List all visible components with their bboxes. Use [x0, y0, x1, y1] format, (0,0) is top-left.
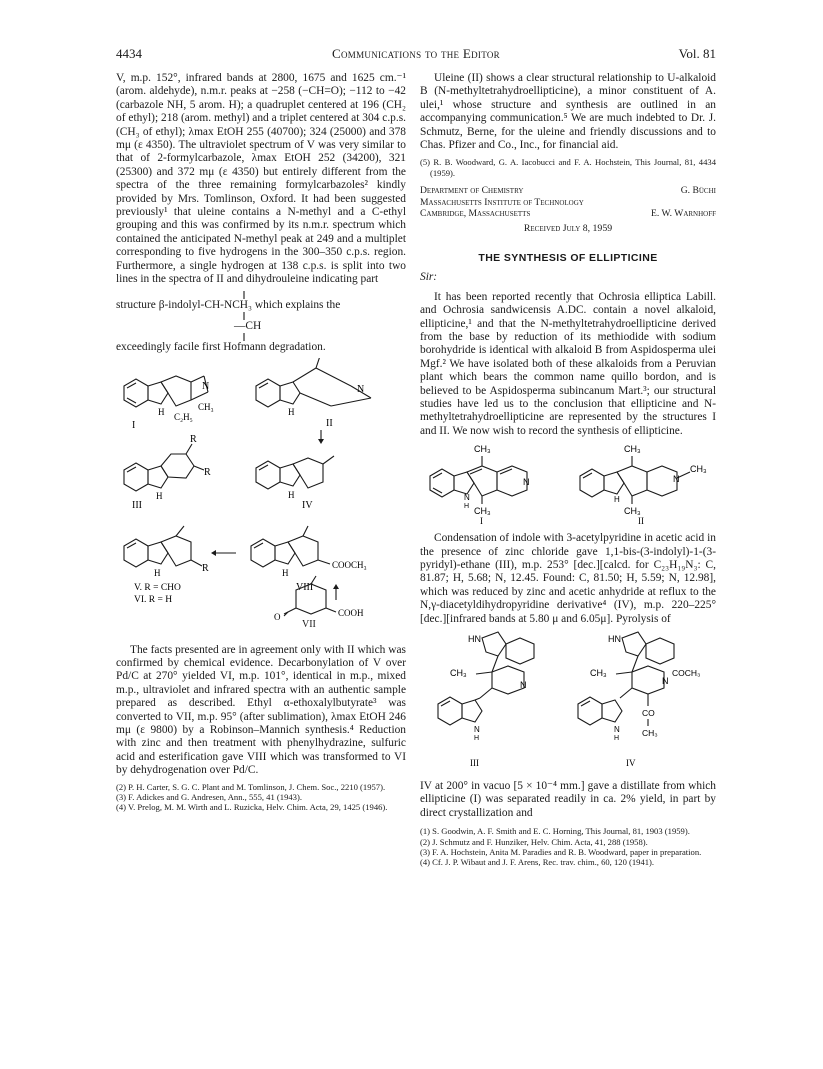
structure-III [124, 434, 211, 511]
label-II: II [326, 417, 333, 429]
affil-department: Department of Chemistry [420, 185, 524, 197]
affil-city: Cambridge, Massachusetts [420, 208, 531, 220]
footnote-r4: (4) Cf. J. P. Wibaut and J. F. Arens, Rec. trav. chim., 60, 120 (1941). [420, 857, 655, 868]
author-buchi: G. Büchi [680, 185, 716, 197]
fig-label-I: I [480, 516, 483, 525]
svg-text:H: H [288, 406, 295, 417]
structure-VII [274, 576, 364, 622]
svg-text:R: R [204, 466, 211, 478]
left-paragraph-2: The facts presented are in agreement only with II which was confirmed by chemical evidence. Decarbonylation of V over Pd/C at 270° yielded VI, m.p. 101°, identical in m.p., mixed m.p., ultraviolet and infrared spectra with an authentic sample prepared as described. Ethyl α-ethoxalylbutyrate³ was converted to VII, m.p. 95° (after sublimation), λmax EtOH 246 mμ (ε 9800) by a Robinson–Mannich synthesis.⁴ Reduction with zinc and then treatment with phenylhydrazine, sulfuric acid and esterification gave VIII which was transformed to VI by dehydrogenation over Pd/C. [116, 643, 406, 777]
svg-text:N: N [474, 725, 480, 734]
fig-label-III: III [470, 758, 479, 768]
partial-structure-line-b: —CH [234, 319, 262, 332]
ellipticine-structure-II [580, 444, 707, 524]
structure-V-VI [124, 526, 209, 605]
left-footnotes [116, 782, 406, 813]
affil-institute: Massachusetts Institute of Technology [420, 196, 584, 208]
partial-structure-line-a: structure β-indolyl-CH-NCH₃ which explains the [116, 298, 341, 311]
salutation: Sir: [420, 271, 438, 284]
right-footnotes [420, 826, 716, 868]
svg-text:C₂H₅: C₂H₅ [174, 411, 193, 422]
svg-text:N: N [523, 477, 530, 488]
label-IV: IV [302, 499, 313, 511]
page-header [116, 46, 716, 64]
svg-text:H: H [282, 567, 289, 578]
svg-text:H: H [156, 490, 163, 501]
footnote-r2: (2) J. Schmutz and F. Hunziker, Helv. Chim. Acta, 41, 288 (1958). [420, 836, 648, 847]
received-date: Received July 8, 1959 [523, 223, 613, 235]
structure-IV-right [578, 632, 701, 768]
structure-VIII [251, 526, 367, 600]
svg-text:N: N [464, 493, 470, 503]
left-paragraph-1: V, m.p. 152°, infrared bands at 2800, 1675 and 1625 cm.⁻¹ (arom. aldehyde), n.m.r. peaks at −258 (−CH=O); −112 to −42 (carbazole NH, 5 arom. H); a quadruplet centered at 196 (CH₂ of ethyl); 218 (arom. methyl) and a triplet centered at 304 c.p.s. (CH₃ of ethyl); λmax EtOH 255 (40700); 324 (25000) and 378 mμ (ε 4350). The ultraviolet spectrum of V was very similar to that of 2-formylcarbazole, λmax EtOH 252 (34200), 321 (25300) and 372 mμ (ε 4350) but entirely different from the spectra of the three remaining formylcarbazoles² kindly provided by Mrs. Tomlinson, Oxford. It had been suggested previously¹ that uleine contains a N-methyl and a C-ethyl grouping and this was confirmed by its n.m.r. spectrum which contained the anticipated N-methyl peak at 249 and a multiplet corresponding to five hydrogens in the 300–350 c.p.s. region. Furthermore, a single hydrogen at 138 c.p.s. is split into two lines in the spectra of II and dihydrouleine indicating part [116, 72, 406, 286]
svg-text:CH₃: CH₃ [642, 728, 658, 738]
svg-text:N: N [614, 725, 620, 734]
page-number: 4434 [116, 46, 142, 61]
fig-label-IV: IV [626, 758, 636, 768]
label-III: III [132, 499, 142, 511]
svg-text:HN: HN [608, 634, 621, 644]
svg-text:N: N [202, 380, 210, 392]
svg-text:CH₃: CH₃ [450, 668, 467, 678]
footnote-4: (4) V. Prelog, M. M. Wirth and L. Ruzicka, Helv. Chim. Acta, 29, 1425 (1946). [116, 802, 388, 813]
svg-text:CO: CO [642, 708, 655, 718]
svg-text:H: H [614, 495, 620, 505]
svg-text:CH₃: CH₃ [474, 444, 491, 455]
svg-text:CH₃: CH₃ [624, 506, 641, 517]
svg-text:N: N [673, 474, 680, 485]
volume-label: Vol. 81 [678, 46, 716, 61]
intermediate-structures [420, 626, 716, 776]
partial-structure-bonds [238, 291, 298, 299]
svg-text:CH₃: CH₃ [198, 401, 214, 412]
svg-text:N: N [520, 680, 527, 690]
structure-II [256, 358, 371, 444]
ellipticine-structures [420, 438, 716, 524]
structure-IV [256, 456, 334, 511]
right-paragraph-1: Uleine (II) shows a clear structural relationship to U-alkaloid B (N-methyltetrahydroellipticine), a minor constituent of A. ulei,¹ whose structure and synthesis are outlined in an accompanying communication.⁵ We are much indebted to Dr. J. Schmutz, Berne, for the uleine and friendly discussions and to Chas. Pfizer and Co., Inc., for financial aid. [420, 72, 716, 152]
label-VIII: VIII [296, 581, 314, 593]
structure-III-right [438, 632, 534, 768]
right-paragraph-4: IV at 200° in vacuo [5 × 10⁻⁴ mm.] gave a distillate from which ellipticine (I) was separated readily in ca. 2% yield, in part by direct crystallization and [420, 780, 716, 819]
author-warnhoff: E. W. Warnhoff [650, 208, 716, 220]
svg-text:R: R [190, 433, 197, 445]
fig-label-II: II [638, 516, 644, 525]
footnote-r3: (3) F. A. Hochstein, Anita M. Paradies and R. B. Woodward, paper in preparation. [420, 847, 702, 858]
right-column [420, 72, 716, 868]
svg-text:H: H [154, 567, 161, 578]
svg-text:R: R [202, 562, 209, 574]
partial-structure [116, 291, 406, 354]
left-column [116, 72, 406, 813]
footnote-r1: (1) S. Goodwin, A. F. Smith and E. C. Horning, This Journal, 81, 1903 (1959). [420, 826, 690, 837]
ellipticine-structure-I [430, 444, 530, 524]
svg-text:CH₃: CH₃ [474, 506, 491, 517]
svg-text:H: H [614, 735, 620, 742]
label-VII: VII [302, 618, 316, 630]
label-VI: VI. R = H [134, 594, 173, 605]
svg-text:CH₃: CH₃ [624, 444, 641, 455]
reaction-scheme [116, 358, 406, 626]
right-paragraph-2: It has been reported recently that Ochrosia elliptica Labill. and Ochrosia sandwicensis A.DC. contain a novel alkaloid, ellipticine,¹ and that the N-methyltetrahydroellipticine derived from the base by reduction of its methiodide with sodium borohydride is identical with alkaloid B from Aspidosperma ulei Mgf.² We have isolated both of these alkaloids from a Peruvian plant which bears the common name quillo bordon, and is believed to be Aspidosperma subincanum Mart.³; our structural studies have led us to the conclusion that ellipticine and N-methyltetrahydroellipticine are represented by the structures I and II. We now wish to record the synthesis of ellipticine. [420, 290, 716, 437]
svg-text:H: H [288, 489, 295, 500]
svg-text:H: H [158, 406, 165, 417]
footnote-2: (2) P. H. Carter, S. G. C. Plant and M. Tomlinson, J. Chem. Soc., 2210 (1957). [116, 781, 386, 792]
label-V: V. R = CHO [134, 582, 181, 593]
footnote-5: (5) R. B. Woodward, G. A. Iacobucci and F. A. Hochstein, This Journal, 81, 4434 (1959). [420, 157, 716, 178]
structure-I [124, 376, 214, 431]
svg-text:N: N [357, 383, 365, 395]
footnote-3: (3) F. Adickes and G. Andresen, Ann., 555, 41 (1943). [116, 791, 302, 802]
svg-text:COOCH₃: COOCH₃ [332, 559, 367, 570]
svg-text:COOH: COOH [338, 607, 364, 618]
partial-structure-line-c: exceedingly facile first Hofmann degradation. [116, 340, 326, 353]
svg-text:H: H [464, 503, 470, 511]
svg-text:H: H [474, 735, 480, 742]
label-I: I [132, 419, 136, 431]
author-affiliation [420, 185, 716, 219]
article-title: THE SYNTHESIS OF ELLIPTICINE [478, 251, 658, 264]
svg-text:CH₃: CH₃ [690, 464, 707, 475]
svg-text:HN: HN [468, 634, 481, 644]
svg-text:COCH₃: COCH₃ [672, 668, 701, 678]
svg-text:O: O [274, 611, 281, 622]
running-title: Communications to the Editor [332, 46, 500, 61]
svg-text:CH₃: CH₃ [590, 668, 607, 678]
right-paragraph-3: Condensation of indole with 3-acetylpyridine in acetic acid in the presence of zinc chloride gave 1,1-bis-(3-indolyl)-1-(3-pyridyl)-ethane (III), m.p. 253° [dec.][calcd. for C₂₃H₁₉N₃: C, 81.87; H, 5.68; N, 12.45. Found: C, 81.50; H, 5.59; N, 12.98], which was reduced by zinc and acetic anhydride at reflux to the N,γ-diacetyldihydropyridine derivative⁴ (IV), m.p. 220–225° [dec.][infrared bands at 5.80 μ and 6.05μ]. Pyrolysis of [420, 532, 716, 625]
svg-text:N: N [662, 676, 669, 686]
